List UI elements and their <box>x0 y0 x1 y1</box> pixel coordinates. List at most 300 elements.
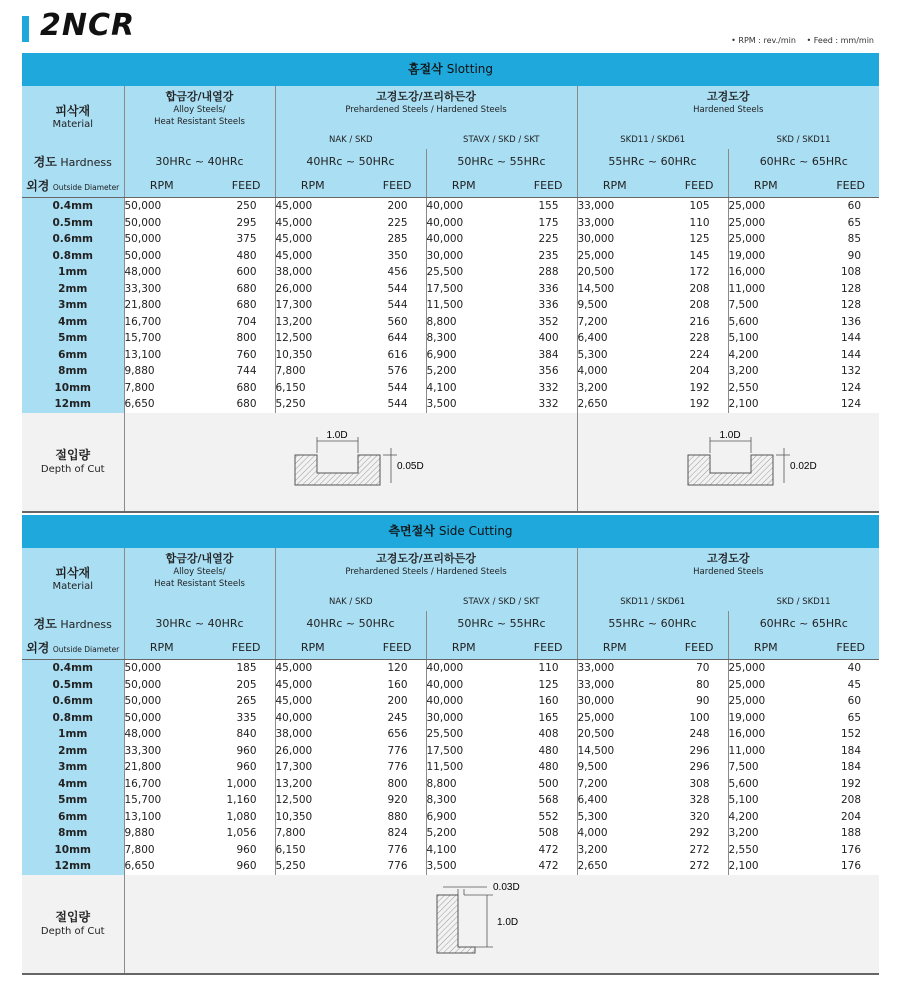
rpm-cell: 5,250 <box>275 396 350 413</box>
feed-cell: 920 <box>350 792 426 809</box>
feed-cell: 744 <box>199 363 275 380</box>
rpm-cell: 50,000 <box>124 248 199 265</box>
rpm-cell: 5,300 <box>577 347 652 364</box>
units-note <box>723 36 874 45</box>
rpm-cell: 4,200 <box>728 809 803 826</box>
feed-cell: 332 <box>501 380 577 397</box>
rpm-cell: 11,000 <box>728 281 803 298</box>
feed-cell: 350 <box>350 248 426 265</box>
feed-cell: 704 <box>199 314 275 331</box>
feed-cell: 472 <box>501 842 577 859</box>
rpm-cell: 25,000 <box>728 677 803 694</box>
feed-header: FEED <box>501 174 577 198</box>
rpm-cell: 6,150 <box>275 380 350 397</box>
rpm-header: RPM <box>124 174 199 198</box>
feed-cell: 80 <box>652 677 728 694</box>
feed-cell: 285 <box>350 231 426 248</box>
feed-cell: 356 <box>501 363 577 380</box>
rpm-cell: 15,700 <box>124 330 199 347</box>
group-alloy-en1: Alloy Steels/ <box>173 105 226 115</box>
rpm-cell: 10,350 <box>275 809 350 826</box>
feed-cell: 480 <box>501 743 577 760</box>
rpm-cell: 16,000 <box>728 726 803 743</box>
rpm-header: RPM <box>577 174 652 198</box>
rpm-cell: 14,500 <box>577 743 652 760</box>
rpm-cell: 40,000 <box>426 198 501 215</box>
unit-feed: • Feed : mm/min <box>806 36 874 45</box>
rpm-cell: 8,800 <box>426 776 501 793</box>
rpm-cell: 5,600 <box>728 776 803 793</box>
diameter-cell: 1mm <box>22 264 124 281</box>
material-en: Material <box>52 119 94 130</box>
feed-cell: 120 <box>350 660 426 677</box>
diameter-cell: 8mm <box>22 363 124 380</box>
table-row <box>22 809 879 826</box>
hardness-value: 40HRc ~ 50HRc <box>275 149 426 174</box>
rpm-cell: 17,300 <box>275 759 350 776</box>
slot-diagram <box>578 413 880 507</box>
rpm-cell: 17,500 <box>426 281 501 298</box>
rpm-cell: 2,550 <box>728 380 803 397</box>
diameter-cell: 5mm <box>22 792 124 809</box>
rpm-cell: 25,000 <box>728 693 803 710</box>
diameter-cell: 6mm <box>22 809 124 826</box>
rpm-cell: 12,500 <box>275 792 350 809</box>
feed-cell: 544 <box>350 396 426 413</box>
rpm-cell: 2,100 <box>728 858 803 875</box>
feed-cell: 288 <box>501 264 577 281</box>
rpm-cell: 5,100 <box>728 792 803 809</box>
hardness-value: 30HRc ~ 40HRc <box>124 611 275 636</box>
table-row <box>22 842 879 859</box>
rpm-cell: 7,500 <box>728 297 803 314</box>
feed-cell: 1,080 <box>199 809 275 826</box>
feed-cell: 1,000 <box>199 776 275 793</box>
depth-of-cut-row <box>22 875 879 974</box>
rpm-cell: 11,500 <box>426 297 501 314</box>
rpm-cell: 3,500 <box>426 858 501 875</box>
rpm-cell: 33,000 <box>577 660 652 677</box>
hardness-label: 경도 Hardness <box>22 611 124 636</box>
feed-cell: 400 <box>501 330 577 347</box>
axial-depth-label: 1.0D <box>496 916 518 928</box>
feed-cell: 184 <box>803 759 879 776</box>
diameter-cell: 2mm <box>22 743 124 760</box>
table-row <box>22 347 879 364</box>
rpm-cell: 7,800 <box>124 380 199 397</box>
feed-cell: 85 <box>803 231 879 248</box>
feed-cell: 960 <box>199 842 275 859</box>
rpm-cell: 6,900 <box>426 809 501 826</box>
section-title-en: Side Cutting <box>438 524 513 538</box>
feed-cell: 185 <box>199 660 275 677</box>
rpm-cell: 21,800 <box>124 297 199 314</box>
table-row <box>22 825 879 842</box>
rpm-cell: 6,150 <box>275 842 350 859</box>
feed-cell: 125 <box>501 677 577 694</box>
table-row <box>22 792 879 809</box>
table-row <box>22 281 879 298</box>
group-hardened-steels <box>577 548 879 594</box>
rpm-cell: 45,000 <box>275 693 350 710</box>
feed-cell: 568 <box>501 792 577 809</box>
rpm-cell: 45,000 <box>275 215 350 232</box>
feed-cell: 960 <box>199 759 275 776</box>
rpm-cell: 8,300 <box>426 330 501 347</box>
feed-cell: 225 <box>501 231 577 248</box>
rpm-cell: 7,800 <box>124 842 199 859</box>
feed-header: FEED <box>501 636 577 660</box>
feed-cell: 375 <box>199 231 275 248</box>
rpm-cell: 26,000 <box>275 743 350 760</box>
feed-cell: 155 <box>501 198 577 215</box>
hardness-value: 60HRc ~ 65HRc <box>728 611 879 636</box>
feed-cell: 760 <box>199 347 275 364</box>
rpm-cell: 12,500 <box>275 330 350 347</box>
rpm-cell: 30,000 <box>577 693 652 710</box>
side-cutting-table <box>22 548 879 975</box>
sub-grade-label: STAVX / SKD / SKT <box>426 594 577 611</box>
rpm-cell: 50,000 <box>124 198 199 215</box>
group-alloy-steels <box>124 548 275 611</box>
rpm-cell: 45,000 <box>275 198 350 215</box>
feed-header: FEED <box>199 174 275 198</box>
rpm-cell: 30,000 <box>426 248 501 265</box>
side-cut-diagram <box>125 875 880 969</box>
table-row <box>22 231 879 248</box>
rpm-cell: 5,100 <box>728 330 803 347</box>
sub-grade-label: SKD / SKD11 <box>728 132 879 149</box>
section-title-en: Slotting <box>446 62 494 76</box>
slot-width-label: 1.0D <box>718 429 741 441</box>
radial-depth-label: 0.03D <box>492 881 520 893</box>
rpm-cell: 2,650 <box>577 858 652 875</box>
rpm-header: RPM <box>728 174 803 198</box>
rpm-cell: 40,000 <box>275 710 350 727</box>
unit-rpm: • RPM : rev./min <box>731 36 796 45</box>
rpm-cell: 6,900 <box>426 347 501 364</box>
rpm-cell: 8,300 <box>426 792 501 809</box>
rpm-cell: 20,500 <box>577 726 652 743</box>
rpm-cell: 5,300 <box>577 809 652 826</box>
rpm-cell: 6,650 <box>124 858 199 875</box>
group-alloy-en2: Heat Resistant Steels <box>154 579 245 589</box>
table-row <box>22 396 879 413</box>
group-alloy-ko: 합금강/내열강 <box>165 552 234 565</box>
feed-cell: 108 <box>803 264 879 281</box>
rpm-cell: 3,500 <box>426 396 501 413</box>
rpm-cell: 14,500 <box>577 281 652 298</box>
feed-cell: 132 <box>803 363 879 380</box>
feed-cell: 45 <box>803 677 879 694</box>
hardness-row <box>22 611 879 636</box>
section-title-ko: 측면절삭 <box>388 524 435 538</box>
group-hardened-steels <box>577 86 879 132</box>
table-row <box>22 380 879 397</box>
rpm-cell: 17,500 <box>426 743 501 760</box>
feed-cell: 192 <box>803 776 879 793</box>
rpm-cell: 50,000 <box>124 660 199 677</box>
feed-cell: 776 <box>350 842 426 859</box>
feed-cell: 144 <box>803 347 879 364</box>
feed-cell: 960 <box>199 743 275 760</box>
feed-cell: 544 <box>350 297 426 314</box>
group-alloy-steels <box>124 86 275 149</box>
feed-cell: 352 <box>501 314 577 331</box>
section-title <box>22 53 879 86</box>
table-row <box>22 363 879 380</box>
feed-cell: 152 <box>803 726 879 743</box>
slot-diagram-cell-1 <box>124 413 577 512</box>
group-prehardened-en: Prehardened Steels / Hardened Steels <box>345 105 507 115</box>
table-row <box>22 215 879 232</box>
feed-cell: 500 <box>501 776 577 793</box>
feed-cell: 245 <box>350 710 426 727</box>
rpm-cell: 25,000 <box>728 215 803 232</box>
rpm-cell: 40,000 <box>426 677 501 694</box>
diameter-cell: 8mm <box>22 825 124 842</box>
feed-cell: 136 <box>803 314 879 331</box>
rpm-cell: 25,000 <box>728 660 803 677</box>
rpm-cell: 20,500 <box>577 264 652 281</box>
rpm-cell: 25,000 <box>728 198 803 215</box>
group-alloy-ko: 합금강/내열강 <box>165 90 234 103</box>
rpm-cell: 13,200 <box>275 776 350 793</box>
rpm-cell: 21,800 <box>124 759 199 776</box>
rpm-cell: 13,200 <box>275 314 350 331</box>
feed-cell: 680 <box>199 297 275 314</box>
rpm-cell: 9,880 <box>124 825 199 842</box>
rpm-cell: 7,200 <box>577 776 652 793</box>
group-hardened-ko: 고경도강 <box>707 552 750 565</box>
diameter-cell: 0.4mm <box>22 660 124 677</box>
rpm-cell: 16,000 <box>728 264 803 281</box>
feed-cell: 335 <box>199 710 275 727</box>
feed-cell: 560 <box>350 314 426 331</box>
feed-cell: 208 <box>803 792 879 809</box>
feed-cell: 840 <box>199 726 275 743</box>
rpm-cell: 3,200 <box>577 842 652 859</box>
slot-depth-label: 0.05D <box>396 460 424 472</box>
diameter-cell: 10mm <box>22 842 124 859</box>
rpm-cell: 45,000 <box>275 677 350 694</box>
sub-grade-label: STAVX / SKD / SKT <box>426 132 577 149</box>
rpm-cell: 13,100 <box>124 809 199 826</box>
diameter-cell: 4mm <box>22 776 124 793</box>
feed-header: FEED <box>803 636 879 660</box>
sub-grade-label: SKD11 / SKD61 <box>577 594 728 611</box>
rpm-cell: 40,000 <box>426 215 501 232</box>
table-row <box>22 858 879 875</box>
rpm-cell: 7,200 <box>577 314 652 331</box>
rpm-cell: 5,250 <box>275 858 350 875</box>
slot-diagram-cell-2 <box>577 413 879 512</box>
rpm-cell: 7,800 <box>275 825 350 842</box>
feed-cell: 188 <box>803 825 879 842</box>
feed-cell: 110 <box>501 660 577 677</box>
feed-cell: 960 <box>199 858 275 875</box>
hardness-value: 55HRc ~ 60HRc <box>577 149 728 174</box>
feed-header: FEED <box>350 174 426 198</box>
rpm-cell: 19,000 <box>728 710 803 727</box>
table-row <box>22 677 879 694</box>
feed-cell: 824 <box>350 825 426 842</box>
feed-cell: 208 <box>652 281 728 298</box>
feed-cell: 144 <box>803 330 879 347</box>
material-en: Material <box>52 581 94 592</box>
side-diagram-cell <box>124 875 879 974</box>
sub-grade-label: NAK / SKD <box>275 132 426 149</box>
feed-cell: 1,160 <box>199 792 275 809</box>
column-header-row <box>22 174 879 198</box>
feed-cell: 165 <box>501 710 577 727</box>
feed-cell: 680 <box>199 380 275 397</box>
feed-cell: 800 <box>350 776 426 793</box>
feed-cell: 880 <box>350 809 426 826</box>
feed-cell: 1,056 <box>199 825 275 842</box>
hardness-label: 경도 Hardness <box>22 149 124 174</box>
feed-header: FEED <box>652 636 728 660</box>
product-title: 2NCR <box>40 8 136 43</box>
diameter-cell: 1mm <box>22 726 124 743</box>
diameter-cell: 12mm <box>22 858 124 875</box>
rpm-cell: 26,000 <box>275 281 350 298</box>
table-row <box>22 743 879 760</box>
rpm-cell: 13,100 <box>124 347 199 364</box>
diameter-cell: 3mm <box>22 297 124 314</box>
hardness-value: 60HRc ~ 65HRc <box>728 149 879 174</box>
feed-cell: 248 <box>652 726 728 743</box>
feed-cell: 292 <box>652 825 728 842</box>
feed-cell: 110 <box>652 215 728 232</box>
group-prehardened-steels <box>275 86 577 132</box>
rpm-cell: 30,000 <box>426 710 501 727</box>
rpm-cell: 3,200 <box>728 825 803 842</box>
diameter-cell: 0.5mm <box>22 677 124 694</box>
rpm-cell: 11,000 <box>728 743 803 760</box>
feed-cell: 508 <box>501 825 577 842</box>
diameter-cell: 0.8mm <box>22 248 124 265</box>
rpm-cell: 19,000 <box>728 248 803 265</box>
side-cutting-section <box>22 515 879 975</box>
feed-cell: 480 <box>501 759 577 776</box>
diameter-cell: 3mm <box>22 759 124 776</box>
feed-cell: 656 <box>350 726 426 743</box>
group-alloy-en1: Alloy Steels/ <box>173 567 226 577</box>
feed-header: FEED <box>652 174 728 198</box>
feed-cell: 776 <box>350 759 426 776</box>
slot-width-label: 1.0D <box>325 429 348 441</box>
feed-cell: 308 <box>652 776 728 793</box>
rpm-cell: 38,000 <box>275 264 350 281</box>
diameter-cell: 0.6mm <box>22 231 124 248</box>
feed-cell: 600 <box>199 264 275 281</box>
material-header <box>22 548 124 611</box>
table-row <box>22 314 879 331</box>
rpm-cell: 5,200 <box>426 363 501 380</box>
feed-cell: 225 <box>350 215 426 232</box>
rpm-cell: 9,880 <box>124 363 199 380</box>
rpm-cell: 4,100 <box>426 842 501 859</box>
rpm-cell: 33,000 <box>577 198 652 215</box>
feed-cell: 90 <box>652 693 728 710</box>
diameter-cell: 0.4mm <box>22 198 124 215</box>
feed-cell: 296 <box>652 759 728 776</box>
diameter-cell: 0.5mm <box>22 215 124 232</box>
feed-cell: 200 <box>350 198 426 215</box>
feed-cell: 296 <box>652 743 728 760</box>
rpm-cell: 38,000 <box>275 726 350 743</box>
feed-cell: 544 <box>350 380 426 397</box>
rpm-cell: 4,000 <box>577 825 652 842</box>
rpm-cell: 11,500 <box>426 759 501 776</box>
diameter-cell: 6mm <box>22 347 124 364</box>
rpm-cell: 9,500 <box>577 759 652 776</box>
feed-cell: 125 <box>652 231 728 248</box>
feed-cell: 208 <box>652 297 728 314</box>
feed-cell: 776 <box>350 858 426 875</box>
rpm-header: RPM <box>577 636 652 660</box>
hardness-value: 30HRc ~ 40HRc <box>124 149 275 174</box>
feed-cell: 228 <box>652 330 728 347</box>
feed-cell: 160 <box>501 693 577 710</box>
material-ko: 피삭재 <box>55 566 91 580</box>
depth-of-cut-label: 절입량 Depth of Cut <box>22 875 124 974</box>
diameter-cell: 0.8mm <box>22 710 124 727</box>
feed-cell: 124 <box>803 396 879 413</box>
group-prehardened-ko: 고경도강/프리하든강 <box>376 552 476 565</box>
table-row <box>22 726 879 743</box>
od-label: 외경 Outside Diameter <box>22 636 124 660</box>
rpm-cell: 2,550 <box>728 842 803 859</box>
feed-cell: 216 <box>652 314 728 331</box>
feed-cell: 272 <box>652 858 728 875</box>
feed-cell: 456 <box>350 264 426 281</box>
feed-cell: 272 <box>652 842 728 859</box>
feed-cell: 40 <box>803 660 879 677</box>
rpm-cell: 16,700 <box>124 314 199 331</box>
feed-cell: 336 <box>501 281 577 298</box>
feed-cell: 192 <box>652 380 728 397</box>
diameter-cell: 2mm <box>22 281 124 298</box>
group-prehardened-steels <box>275 548 577 594</box>
rpm-cell: 48,000 <box>124 726 199 743</box>
rpm-header: RPM <box>426 636 501 660</box>
feed-cell: 100 <box>652 710 728 727</box>
slotting-section <box>22 53 879 513</box>
hardness-value: 55HRc ~ 60HRc <box>577 611 728 636</box>
rpm-cell: 3,200 <box>577 380 652 397</box>
feed-cell: 336 <box>501 297 577 314</box>
sub-grade-label: SKD11 / SKD61 <box>577 132 728 149</box>
table-row <box>22 759 879 776</box>
rpm-cell: 25,000 <box>728 231 803 248</box>
feed-cell: 408 <box>501 726 577 743</box>
group-hardened-ko: 고경도강 <box>707 90 750 103</box>
feed-header: FEED <box>199 636 275 660</box>
group-hardened-en: Hardened Steels <box>693 567 764 577</box>
rpm-cell: 25,500 <box>426 264 501 281</box>
rpm-cell: 50,000 <box>124 677 199 694</box>
brand-accent-bar <box>22 16 29 42</box>
diameter-cell: 4mm <box>22 314 124 331</box>
rpm-cell: 30,000 <box>577 231 652 248</box>
feed-cell: 480 <box>199 248 275 265</box>
rpm-cell: 45,000 <box>275 248 350 265</box>
rpm-cell: 6,650 <box>124 396 199 413</box>
rpm-cell: 4,000 <box>577 363 652 380</box>
feed-cell: 65 <box>803 710 879 727</box>
